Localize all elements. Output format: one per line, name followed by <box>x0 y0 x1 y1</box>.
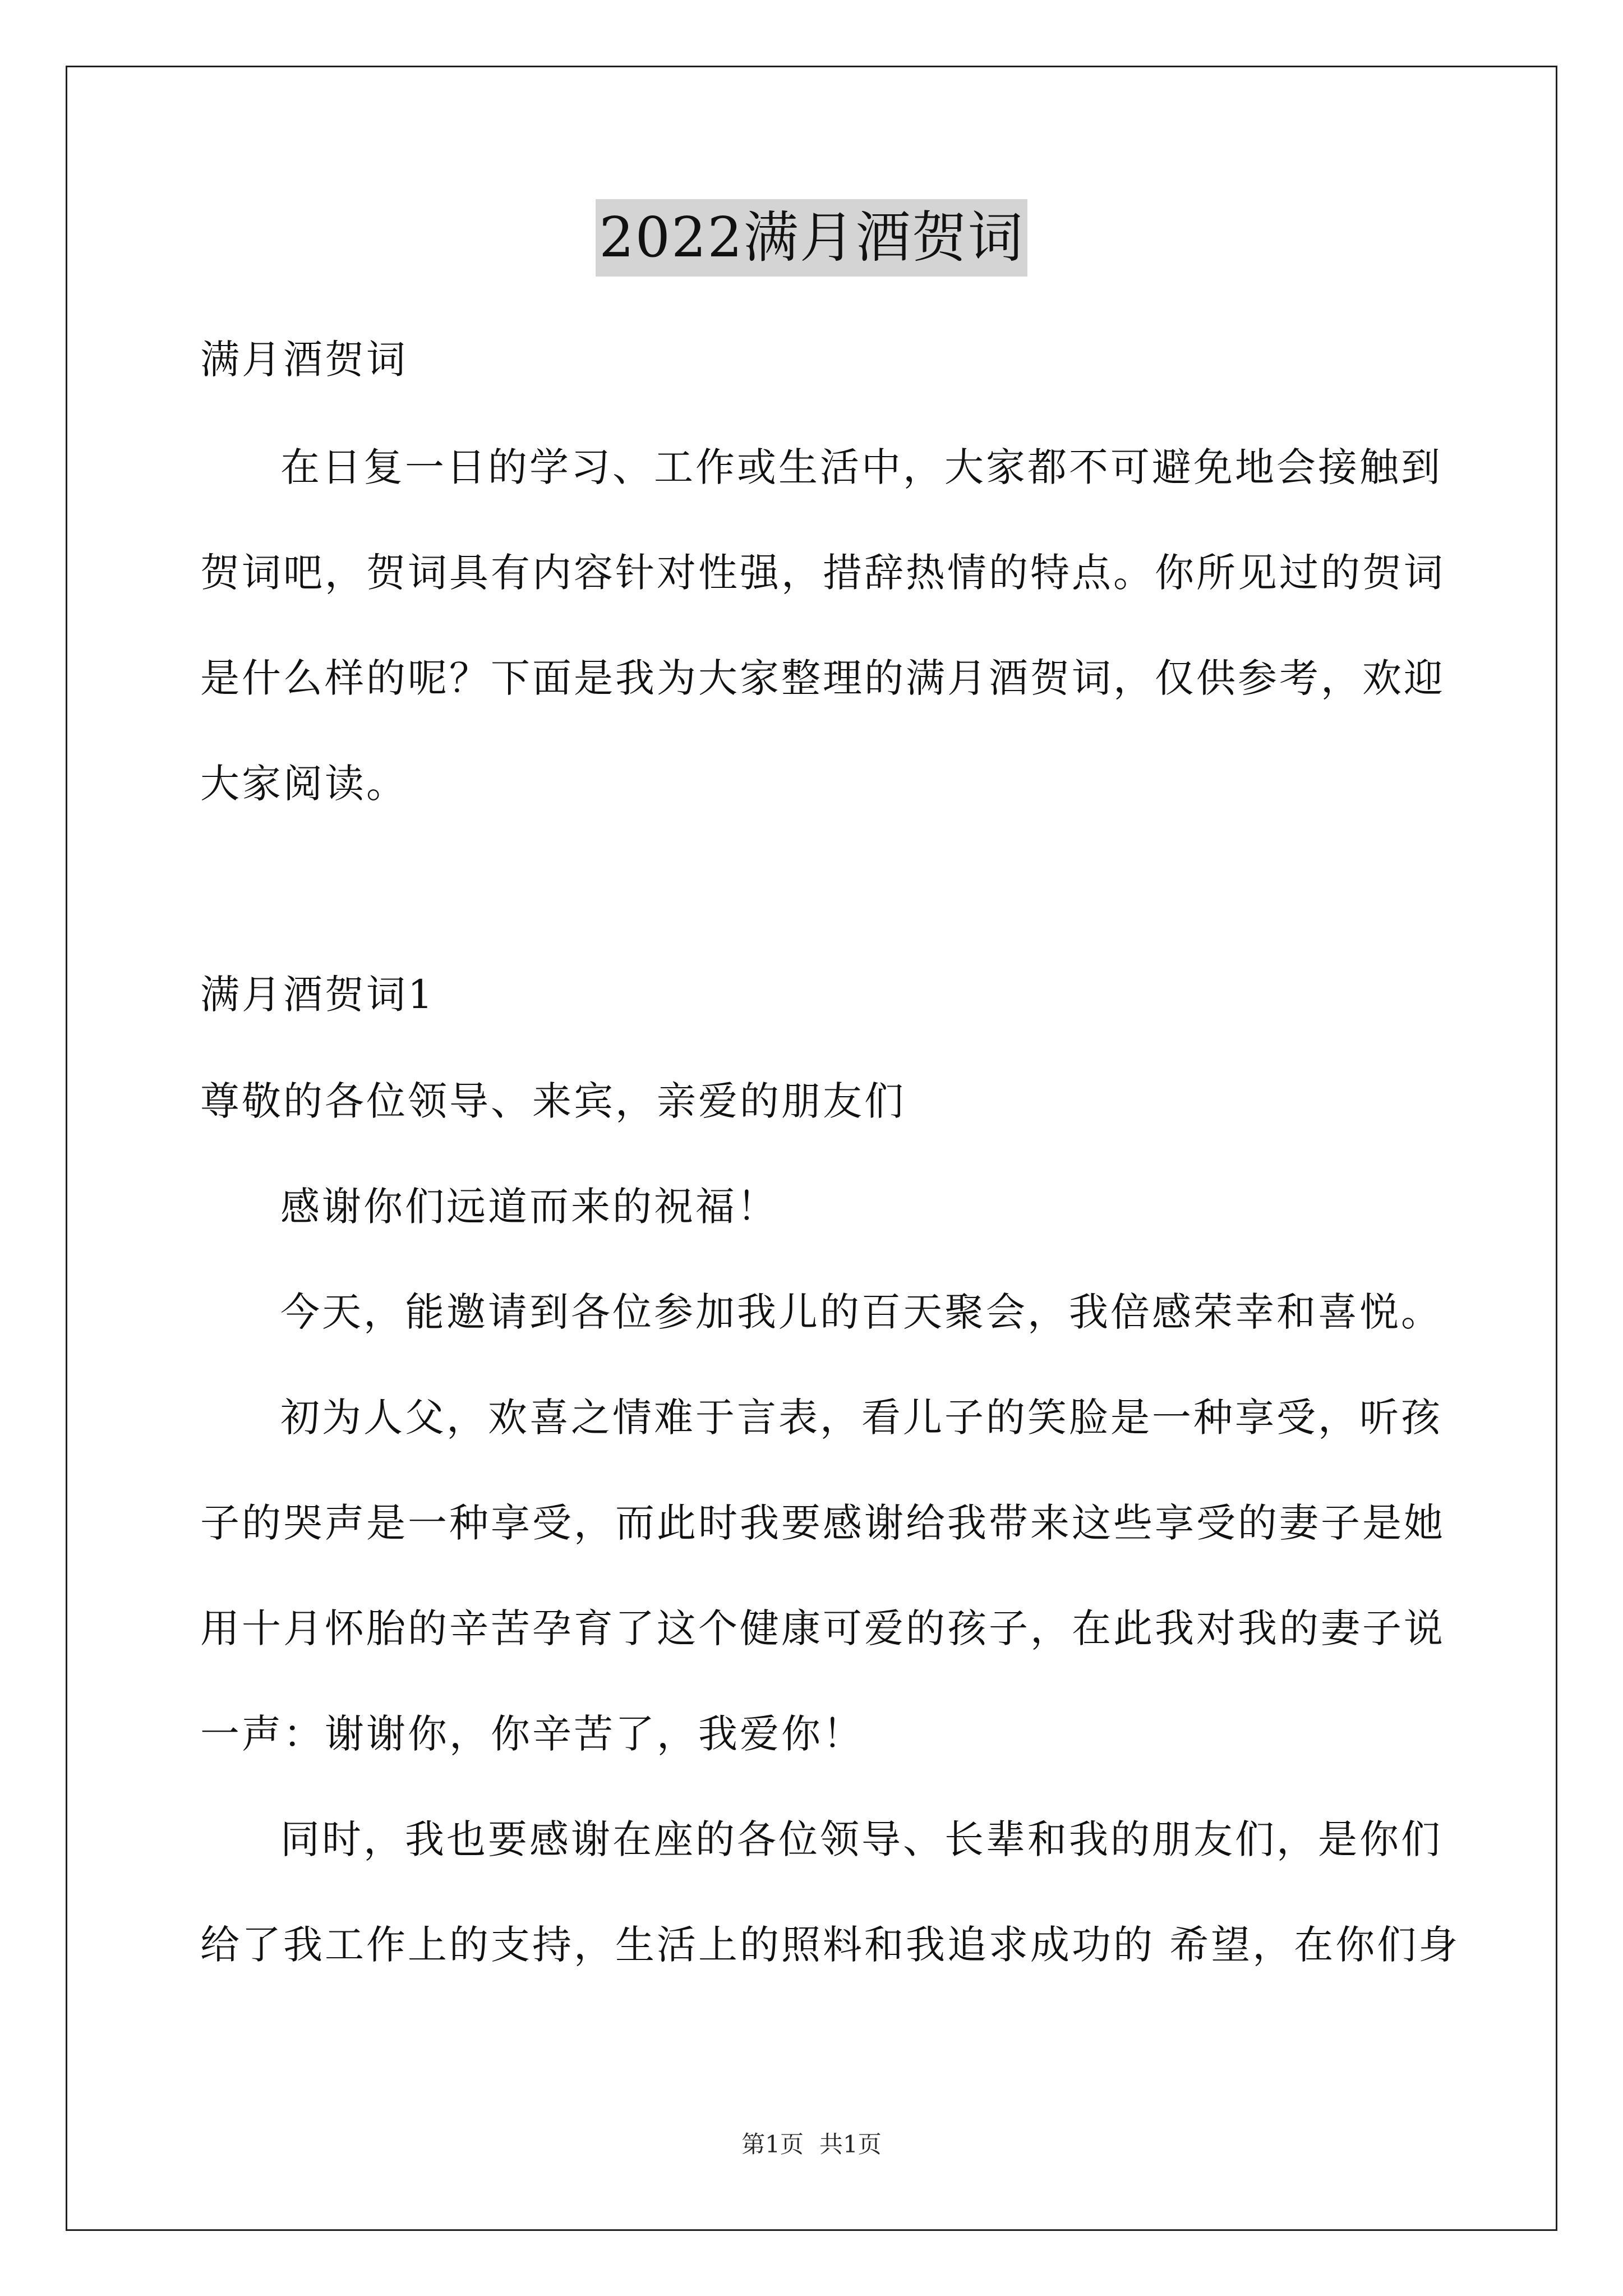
paragraph-2: 今天，能邀请到各位参加我儿的百天聚会，我倍感荣幸和喜悦。 <box>280 1289 1442 1335</box>
paragraph-3-line-1: 初为人父，欢喜之情难于言表，看儿子的笑脸是一种享受，听孩 <box>280 1395 1442 1441</box>
paragraph-3-line-3: 用十月怀胎的辛苦孕育了这个健康可爱的孩子，在此我对我的妻子说 <box>200 1605 1445 1651</box>
page-number: 第1页 <box>741 2131 804 2158</box>
document-title: 2022满月酒贺词 <box>596 199 1027 277</box>
intro-line-4: 大家阅读。 <box>200 761 408 807</box>
paragraph-4-line-2: 给了我工作上的支持，生活上的照料和我追求成功的 希望，在你们身 <box>200 1922 1460 1968</box>
paragraph-3-line-2: 子的哭声是一种享受，而此时我要感谢给我带来这些享受的妻子是她 <box>200 1500 1445 1546</box>
intro-line-1: 在日复一日的学习、工作或生活中，大家都不可避免地会接触到 <box>280 444 1442 490</box>
document-body <box>200 334 1460 1971</box>
paragraph-3-line-4: 一声：谢谢你，你辛苦了，我爱你！ <box>200 1711 864 1757</box>
heading: 满月酒贺词 <box>200 337 408 383</box>
page-total: 共1页 <box>819 2131 882 2158</box>
paragraph-4-line-1: 同时，我也要感谢在座的各位领导、长辈和我的朋友们，是你们 <box>280 1816 1442 1862</box>
intro-line-3: 是什么样的呢？下面是我为大家整理的满月酒贺词，仅供参考，欢迎 <box>200 655 1445 701</box>
paragraph-1: 感谢你们远道而来的祝福！ <box>280 1184 778 1230</box>
intro-line-2: 贺词吧，贺词具有内容针对性强，措辞热情的特点。你所见过的贺词 <box>200 550 1445 596</box>
page-footer <box>0 2129 1623 2160</box>
salutation: 尊敬的各位领导、来宾，亲爱的朋友们 <box>200 1078 906 1124</box>
section-title: 满月酒贺词1 <box>200 972 435 1018</box>
title-area <box>0 199 1623 277</box>
